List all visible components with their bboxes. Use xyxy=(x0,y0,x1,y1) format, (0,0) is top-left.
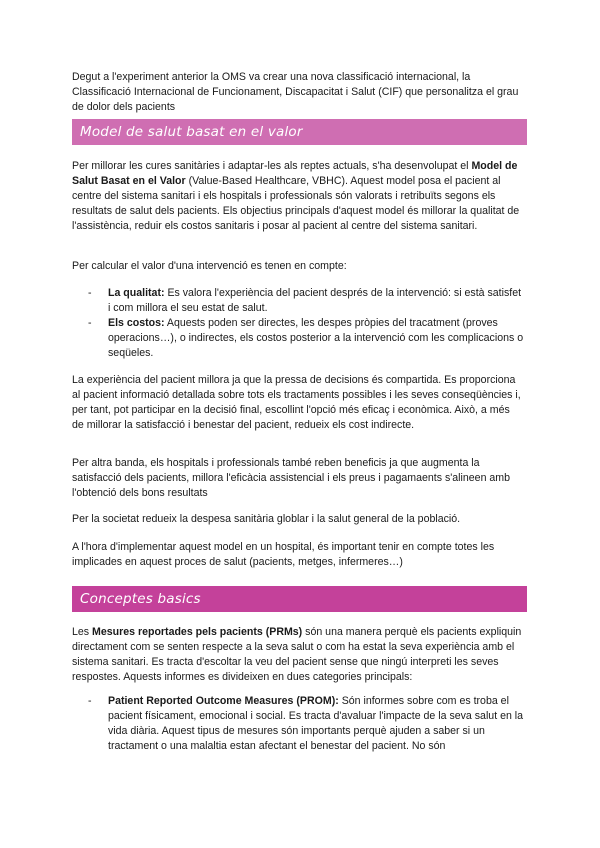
implementation-paragraph: A l'hora d'implementar aquest model en un hospital, és important tenir en compte totes les implicades en aquest proces de salut (pacients, metges, infermeres…) xyxy=(72,541,495,568)
vbhc-intro-text-a: Per millorar les cures sanitàries i adaptar-les als reptes actuals, s'ha desenvolupat el xyxy=(72,160,472,172)
section-heading-basic-concepts: Conceptes basics xyxy=(72,586,527,612)
prms-term: Mesures reportades pels pacients (PRMs) xyxy=(92,626,303,638)
value-calculation-paragraph: Per calcular el valor d'una intervenció es tenen en compte: xyxy=(72,260,347,272)
intro-paragraph: Degut a l'experiment anterior la OMS va crear una nova classificació internacional, la Classificació Internacional de Funcionament, Discapacitat i Salut (CIF) que personalitza el grau de dolor dels pacients xyxy=(72,71,519,113)
bullet-dash: - xyxy=(88,695,92,707)
hospital-benefits-paragraph: Per altra banda, els hospitals i professionals també reben beneficis ja que augmenta la satisfacció dels pacients, millora l'eficàcia assistencial i els preus i pagamaents s'alineen amb l'obtenció dels bons resultats xyxy=(72,457,511,499)
society-benefits-paragraph: Per la societat redueix la despesa sanitària globlar i la salut general de la població. xyxy=(72,513,461,525)
vbhc-intro-paragraph xyxy=(72,159,522,234)
value-criteria-list xyxy=(88,286,524,361)
bullet-dash: - xyxy=(88,317,92,329)
list-item-text: Aquests poden ser directes, les despes pròpies del tracatment (proves operacions…), o indirectes, els costos posterior a la intervenció com les complicacions o seqüeles. xyxy=(108,317,524,359)
list-item-term: La qualitat: xyxy=(108,287,165,299)
list-item-term: Els costos: xyxy=(108,317,165,329)
vbhc-intro-text-b: (Value-Based Healthcare, VBHC). Aquest model posa el pacient al centre del sistema sanitari i els hospitals i professionals són valorats i retribuïts segons els resultats de salut dels pacients. Els objectius principals d'aquest model és millorar la qualitat de l'assistència, reduir els costos sanitaris i posar al pacient al centre del sistema sanitari. xyxy=(72,175,520,232)
prms-text-b: són una manera perquè els pacients expliquin directament com se senten respecte a la seva salut o com ha estat la seva experiència amb el sistema sanitari. Es tracta d'escoltar la veu del pacient sense que ningú interpreti les seves respostes. Aquests informes es divideixen en dues categories principals: xyxy=(72,626,522,683)
prm-categories-list xyxy=(88,694,524,754)
list-item xyxy=(88,286,524,316)
prms-text-a: Les xyxy=(72,626,93,638)
patient-experience-paragraph: La experiència del pacient millora ja que la pressa de decisions és compartida. Es proporciona al pacient informació detallada sobre tots els tractaments possibles i les seves conseqüències i, per tant, pot participar en la decisió final, escollint l'opció més eficaç i econòmica. Això, a més de millorar la satisfacció i benestar del pacient, redueix els cost indirecte. xyxy=(72,374,521,431)
vbhc-model-name: Model de Salut Basat en el Valor xyxy=(72,160,518,187)
list-item xyxy=(88,694,524,754)
list-item-term: Patient Reported Outcome Measures (PROM): xyxy=(108,695,339,707)
list-item-text: Són informes sobre com es troba el pacient físicament, emocional i social. Es tracta d'avaluar l'impacte de la seva salut en la vida diària. Aquest tipus de mesures són importants perquè ajuden a saber si un tractament o una malaltia estan afectant el benestar del pacient. No són xyxy=(108,695,524,752)
bullet-dash: - xyxy=(88,287,92,299)
prms-paragraph xyxy=(72,625,522,685)
section-heading-value-based-model: Model de salut basat en el valor xyxy=(72,119,527,145)
list-item-text: Es valora l'experiència del pacient després de la intervenció: si està satisfet i com millora el seu estat de salut. xyxy=(108,287,522,314)
list-item xyxy=(88,316,524,361)
